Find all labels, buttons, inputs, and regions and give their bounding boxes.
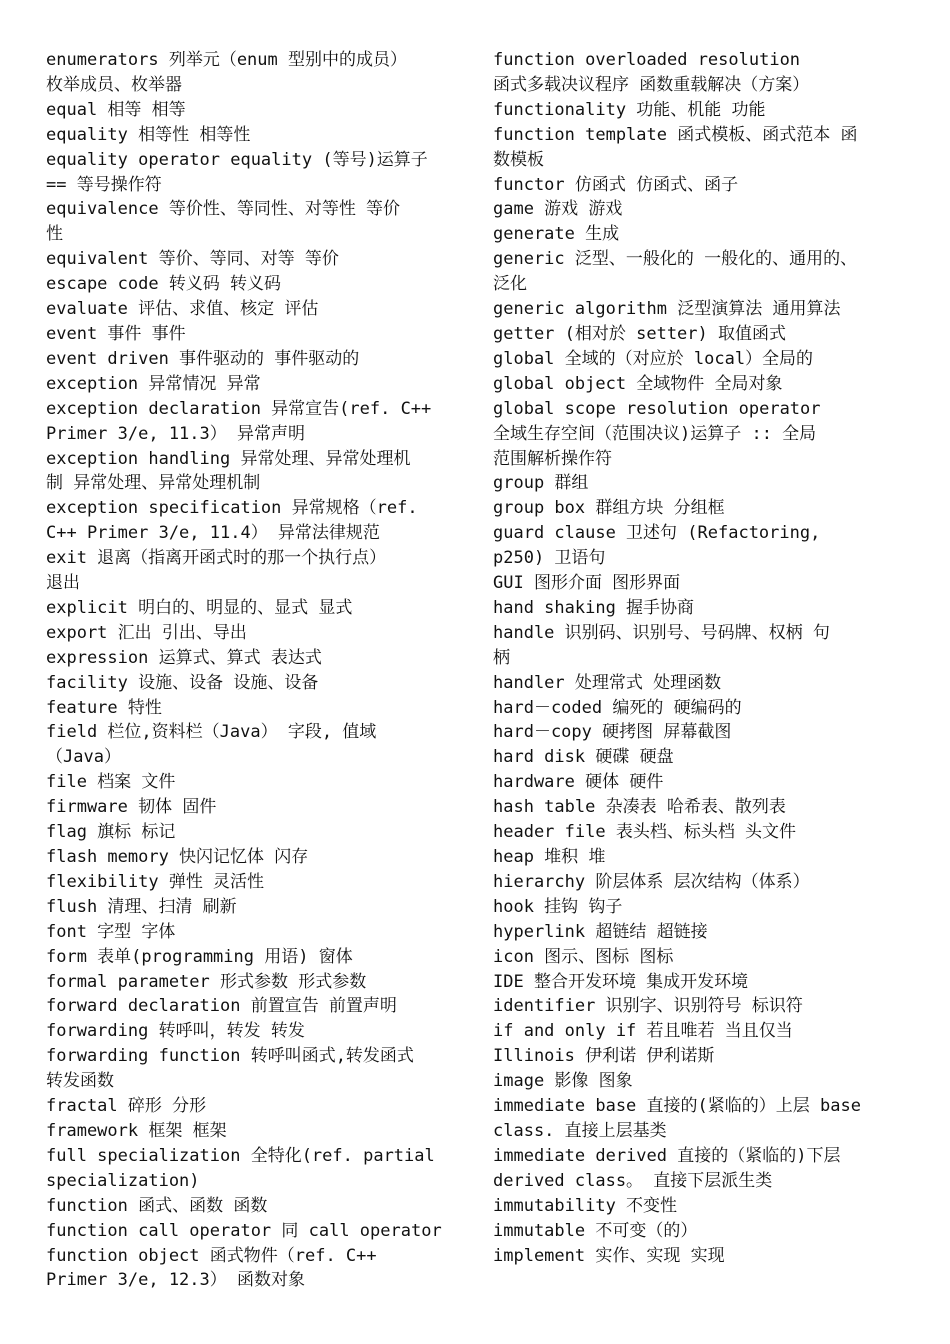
- glossary-entry: [46, 720, 464, 770]
- glossary-entry-line: group box 群组方块 分组框: [493, 498, 725, 519]
- glossary-entry: [46, 372, 464, 397]
- glossary-entry-line: hard disk 硬碟 硬盘: [493, 747, 674, 768]
- glossary-entry-line: class. 直接上层基类: [493, 1120, 667, 1141]
- glossary-entry: [46, 621, 464, 646]
- glossary-entry-line: forwarding function 转呼叫函式,转发函式: [46, 1046, 414, 1067]
- glossary-entry-line: exception declaration 异常宣告(ref. C++: [46, 398, 432, 419]
- glossary-entry: [493, 1094, 918, 1144]
- glossary-left-column: [46, 48, 464, 1293]
- glossary-entry-line: exit 退离（指离开函式时的那一个执行点）: [46, 548, 387, 569]
- glossary-entry: [493, 197, 918, 222]
- glossary-entry-line: 性: [46, 224, 63, 245]
- glossary-entry: [493, 222, 918, 247]
- glossary-entry-line: generic 泛型、一般化的 一般化的、通用的、: [493, 249, 858, 270]
- glossary-entry: [46, 447, 464, 497]
- glossary-entry-line: heap 堆积 堆: [493, 847, 606, 867]
- glossary-entry: [46, 1144, 464, 1194]
- glossary-entry-line: immutability 不变性: [493, 1195, 678, 1216]
- glossary-entry: [46, 795, 464, 820]
- glossary-entry-line: generate 生成: [493, 224, 620, 245]
- glossary-entry-line: global scope resolution operator: [493, 398, 821, 419]
- glossary-entry-line: hook 挂钩 钩子: [493, 896, 623, 917]
- glossary-entry-line: 范围解析操作符: [493, 448, 612, 469]
- glossary-entry-line: function template 函式模板、函式范本 函: [493, 124, 858, 145]
- glossary-entry-line: IDE 整合开发环境 集成开发环境: [493, 971, 749, 992]
- glossary-entry-line: 枚举成员、枚举器: [46, 74, 182, 95]
- glossary-entry-line: full specialization 全特化(ref. partial: [46, 1145, 435, 1166]
- glossary-entry: [493, 945, 918, 970]
- glossary-entry-line: specialization): [46, 1170, 200, 1191]
- glossary-entry-line: Primer 3/e, 11.3） 异常声明: [46, 423, 305, 444]
- glossary-entry: [46, 920, 464, 945]
- glossary-entry: [46, 1244, 464, 1294]
- glossary-entry: [46, 1194, 464, 1219]
- glossary-entry-line: p250) 卫语句: [493, 548, 606, 569]
- glossary-entry-line: （Java）: [46, 747, 121, 768]
- glossary-entry-line: flush 清理、扫清 刷新: [46, 896, 237, 917]
- glossary-entry-line: icon 图示、图标 图标: [493, 946, 674, 967]
- glossary-entry-line: event 事件 事件: [46, 323, 186, 344]
- glossary-entry: [493, 1019, 918, 1044]
- glossary-entry-line: evaluate 评估、求值、核定 评估: [46, 299, 319, 320]
- glossary-entry: [46, 1044, 464, 1094]
- glossary-entry: [493, 1219, 918, 1244]
- glossary-entry: [46, 48, 464, 98]
- glossary-entry: [46, 272, 464, 297]
- glossary-entry-line: handle 识别码、识别号、号码牌、权柄 句: [493, 622, 830, 643]
- glossary-entry-line: firmware 韧体 固件: [46, 797, 217, 818]
- glossary-entry-line: fractal 碎形 分形: [46, 1096, 207, 1117]
- glossary-entry-line: function object 函式物件（ref. C++: [46, 1245, 377, 1266]
- glossary-entry: [46, 646, 464, 671]
- glossary-entry-line: global 全域的（对应於 local）全局的: [493, 348, 814, 369]
- glossary-entry: [46, 870, 464, 895]
- glossary-entry-line: expression 运算式、算式 表达式: [46, 647, 322, 668]
- glossary-entry-line: derived class。 直接下层派生类: [493, 1170, 773, 1191]
- glossary-entry: [493, 1244, 918, 1269]
- glossary-entry: [46, 820, 464, 845]
- glossary-entry-line: framework 框架 框架: [46, 1120, 227, 1141]
- glossary-entry-line: exception handling 异常处理、异常处理机: [46, 448, 411, 469]
- glossary-entry: [493, 297, 918, 322]
- glossary-entry: [493, 1144, 918, 1194]
- glossary-entry-line: flash memory 快闪记忆体 闪存: [46, 847, 309, 867]
- glossary-entry-line: enumerators 列举元（enum 型别中的成员）: [46, 50, 407, 70]
- glossary-entry-line: 制 异常处理、异常处理机制: [46, 473, 261, 494]
- glossary-entry: [46, 123, 464, 148]
- glossary-entry-line: flexibility 弹性 灵活性: [46, 871, 265, 892]
- glossary-entry: [46, 1219, 464, 1244]
- glossary-entry-line: hash table 杂凑表 哈希表、散列表: [493, 797, 786, 818]
- glossary-entry-line: guard clause 卫述句 (Refactoring,: [493, 523, 821, 544]
- glossary-entry-line: explicit 明白的、明显的、显式 显式: [46, 597, 353, 618]
- glossary-entry: [46, 696, 464, 721]
- glossary-entry: [493, 322, 918, 347]
- glossary-entry: [46, 197, 464, 247]
- glossary-entry: [493, 571, 918, 596]
- glossary-entry: [493, 770, 918, 795]
- glossary-entry: [493, 1069, 918, 1094]
- glossary-entry: [493, 471, 918, 496]
- glossary-entry-line: forwarding 转呼叫，转发 转发: [46, 1021, 305, 1042]
- glossary-entry: [46, 1019, 464, 1044]
- glossary-entry-line: Primer 3/e, 12.3） 函数对象: [46, 1270, 305, 1291]
- glossary-entry-line: hard－coded 编死的 硬编码的: [493, 697, 742, 718]
- glossary-right-column: [493, 48, 918, 1268]
- glossary-entry: [46, 945, 464, 970]
- glossary-entry: [493, 48, 918, 98]
- glossary-entry-line: getter (相对於 setter) 取值函式: [493, 323, 786, 344]
- glossary-entry-line: identifier 识别字、识别符号 标识符: [493, 996, 803, 1017]
- glossary-entry-line: forward declaration 前置宣告 前置声明: [46, 996, 397, 1017]
- glossary-entry: [493, 696, 918, 721]
- glossary-entry: [493, 496, 918, 521]
- glossary-entry: [493, 247, 918, 297]
- glossary-entry: [493, 173, 918, 198]
- glossary-entry: [46, 1119, 464, 1144]
- glossary-entry-line: font 字型 字体: [46, 921, 176, 942]
- glossary-entry-line: Illinois 伊利诺 伊利诺斯: [493, 1046, 715, 1067]
- glossary-entry-line: == 等号操作符: [46, 174, 162, 195]
- glossary-entry: [46, 397, 464, 447]
- glossary-entry-line: hierarchy 阶层体系 层次结构（体系）: [493, 871, 810, 892]
- glossary-entry: [46, 247, 464, 272]
- glossary-entry-line: immediate derived 直接的（紧临的)下层: [493, 1145, 841, 1166]
- glossary-entry: [493, 372, 918, 397]
- glossary-entry: [493, 397, 918, 472]
- glossary-entry: [493, 596, 918, 621]
- glossary-entry-line: form 表单(programming 用语) 窗体: [46, 946, 353, 967]
- glossary-entry-line: group 群组: [493, 473, 589, 494]
- glossary-entry: [493, 720, 918, 745]
- glossary-entry-line: facility 设施、设备 设施、设备: [46, 672, 319, 693]
- glossary-entry: [46, 322, 464, 347]
- glossary-entry-line: export 汇出 引出、导出: [46, 622, 247, 643]
- glossary-entry: [46, 546, 464, 596]
- glossary-entry-line: game 游戏 游戏: [493, 199, 623, 220]
- glossary-entry: [46, 845, 464, 870]
- glossary-entry: [493, 870, 918, 895]
- glossary-entry-line: image 影像 图象: [493, 1071, 633, 1092]
- glossary-entry-line: GUI 图形介面 图形界面: [493, 573, 681, 594]
- glossary-entry: [46, 98, 464, 123]
- glossary-entry: [493, 970, 918, 995]
- glossary-entry-line: field 栏位,资料栏（Java） 字段, 值域: [46, 722, 377, 743]
- glossary-entry-line: global object 全域物件 全局对象: [493, 373, 783, 394]
- glossary-entry-line: 全域生存空间（范围决议)运算子 :: 全局: [493, 423, 817, 444]
- glossary-entry-line: function 函式、函数 函数: [46, 1195, 268, 1216]
- glossary-entry-line: flag 旗标 标记: [46, 822, 176, 843]
- glossary-entry: [493, 521, 918, 571]
- glossary-entry-line: 数模板: [493, 149, 544, 170]
- glossary-entry-line: functor 仿函式 仿函式、函子: [493, 174, 739, 195]
- glossary-entry: [46, 596, 464, 621]
- glossary-entry-line: C++ Primer 3/e, 11.4） 异常法律规范: [46, 523, 380, 544]
- glossary-entry-line: if and only if 若且唯若 当且仅当: [493, 1021, 793, 1042]
- glossary-entry-line: immutable 不可变（的）: [493, 1220, 698, 1241]
- glossary-entry-line: implement 实作、实现 实现: [493, 1245, 725, 1266]
- glossary-entry-line: function call operator 同 call operator: [46, 1220, 442, 1241]
- glossary-entry-line: exception specification 异常规格（ref.: [46, 498, 418, 519]
- glossary-entry: [46, 148, 464, 198]
- glossary-entry: [493, 671, 918, 696]
- glossary-entry-line: feature 特性: [46, 697, 162, 718]
- glossary-entry-line: hand shaking 握手协商: [493, 597, 695, 618]
- glossary-entry: [46, 770, 464, 795]
- glossary-entry: [493, 1044, 918, 1069]
- glossary-entry: [493, 1194, 918, 1219]
- glossary-entry: [493, 347, 918, 372]
- glossary-entry-line: file 档案 文件: [46, 772, 176, 793]
- glossary-entry-line: hyperlink 超链结 超链接: [493, 921, 708, 942]
- glossary-entry: [493, 795, 918, 820]
- glossary-entry: [493, 920, 918, 945]
- glossary-entry: [46, 496, 464, 546]
- glossary-entry-line: handler 处理常式 处理函数: [493, 672, 722, 693]
- glossary-entry-line: header file 表头档、标头档 头文件: [493, 822, 797, 843]
- glossary-entry: [46, 297, 464, 322]
- glossary-entry-line: generic algorithm 泛型演算法 通用算法: [493, 299, 841, 320]
- glossary-entry: [46, 970, 464, 995]
- glossary-entry-line: formal parameter 形式参数 形式参数: [46, 971, 367, 992]
- glossary-entry-line: event driven 事件驱动的 事件驱动的: [46, 348, 360, 369]
- glossary-entry-line: equivalence 等价性、等同性、对等性 等价: [46, 199, 401, 220]
- glossary-entry-line: equal 相等 相等: [46, 99, 186, 120]
- glossary-entry-line: 函式多载决议程序 函数重载解决（方案）: [493, 74, 810, 95]
- glossary-entry-line: functionality 功能、机能 功能: [493, 99, 766, 120]
- glossary-entry-line: function overloaded resolution: [493, 50, 801, 70]
- glossary-entry-line: escape code 转义码 转义码: [46, 274, 282, 295]
- glossary-entry-line: exception 异常情况 异常: [46, 373, 261, 394]
- glossary-entry: [493, 621, 918, 671]
- glossary-entry-line: 转发函数: [46, 1071, 114, 1092]
- glossary-entry-line: hard－copy 硬拷图 屏幕截图: [493, 722, 732, 743]
- glossary-entry-line: 柄: [493, 647, 510, 668]
- glossary-entry: [493, 994, 918, 1019]
- glossary-entry: [493, 745, 918, 770]
- glossary-entry-line: immediate base 直接的(紧临的）上层 base: [493, 1096, 861, 1117]
- glossary-entry: [46, 671, 464, 696]
- glossary-entry-line: equality operator equality (等号)运算子: [46, 149, 428, 170]
- glossary-entry: [46, 994, 464, 1019]
- glossary-entry-line: equality 相等性 相等性: [46, 124, 251, 145]
- glossary-entry: [46, 347, 464, 372]
- glossary-entry: [493, 895, 918, 920]
- glossary-entry: [46, 1094, 464, 1119]
- glossary-entry: [493, 845, 918, 870]
- glossary-entry: [493, 820, 918, 845]
- glossary-entry: [493, 98, 918, 123]
- glossary-entry-line: hardware 硬体 硬件: [493, 772, 664, 793]
- glossary-entry-line: 退出: [46, 573, 80, 594]
- glossary-entry: [46, 895, 464, 920]
- glossary-entry-line: equivalent 等价、等同、对等 等价: [46, 249, 339, 270]
- glossary-entry: [493, 123, 918, 173]
- glossary-entry-line: 泛化: [493, 274, 527, 295]
